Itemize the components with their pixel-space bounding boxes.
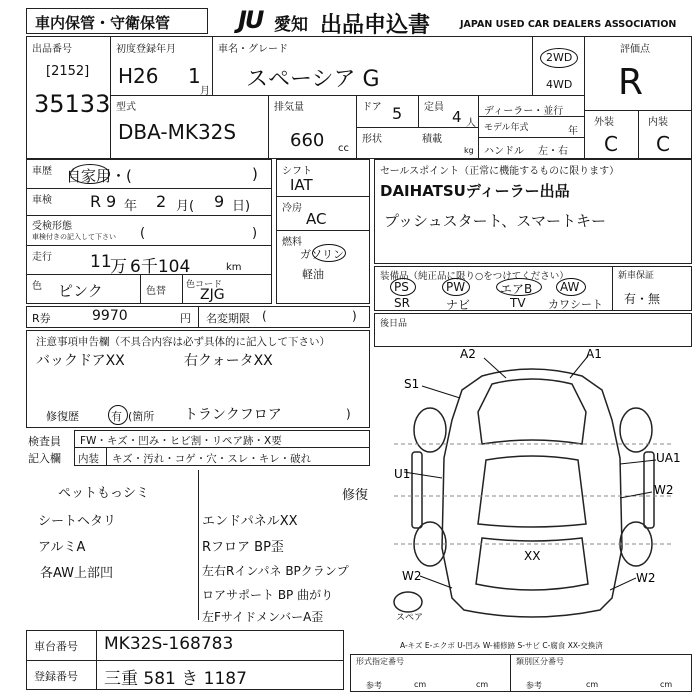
displacement-unit: cc <box>338 143 349 154</box>
repair-history-label: 修復歴 <box>46 410 79 423</box>
car-diagram <box>374 348 692 640</box>
first-reg-year: H26 <box>118 64 159 88</box>
displacement-label: 排気量 <box>274 102 304 113</box>
name-change-paren: ( <box>262 309 267 323</box>
exterior-value: C <box>604 132 618 156</box>
equip-airbag: エアB <box>500 282 533 296</box>
inspection-month-unit: 月( <box>176 199 195 214</box>
after-items-block <box>374 313 692 347</box>
name-change-label: 名変期限 <box>206 312 250 325</box>
chassis-label: 車台番号 <box>34 640 78 653</box>
mileage-unit: km <box>226 262 242 273</box>
inspection-label: 車検 <box>32 195 52 206</box>
diagram-label-a2: A2 <box>460 348 476 361</box>
fuel-light: 軽油 <box>302 268 324 281</box>
usage-close: ) <box>252 165 258 183</box>
repair-loc-label: (箇所 <box>128 410 155 423</box>
lot-small: [2152] <box>46 64 90 79</box>
model-label: 型式 <box>116 102 136 113</box>
remark-left-1: シートヘタリ <box>38 514 117 529</box>
remark-left-3: 各AW上部凹 <box>40 566 114 581</box>
displacement-value: 660 <box>290 130 325 151</box>
diagram-label-ua1: UA1 <box>656 451 681 465</box>
fuel-label: 燃料 <box>282 237 302 248</box>
newcar-warranty-value: 有・無 <box>624 292 661 306</box>
notes-line1: バックドアXX <box>36 353 125 369</box>
notes-label: 注意事項申告欄（不具合内容は必ず具体的に記入して下さい） <box>36 336 330 348</box>
load-label: 積載 <box>422 134 442 145</box>
diagram-label-s1: S1 <box>404 377 420 391</box>
sales-point-line1: DAIHATSUディーラー出品 <box>380 182 570 200</box>
first-reg-month-unit: 月 <box>200 86 210 97</box>
class-label: 類別区分番号 <box>516 657 564 666</box>
equip-aw: AW <box>560 280 580 294</box>
inspection-day-unit: 日) <box>232 199 251 214</box>
diagram-label-w2-a: W2 <box>654 483 674 497</box>
load-unit: kg <box>464 146 474 155</box>
diagram-legend: A-キズ E-エクボ U-凹み W-補修跡 S-サビ C-腐食 XX-交換済 <box>400 641 603 650</box>
recycle-unit: 円 <box>180 312 191 325</box>
spec-label: 形式指定番号 <box>356 657 404 666</box>
plate-label: 登録番号 <box>34 670 78 683</box>
usage-label: 車歴 <box>32 166 52 177</box>
chassis-value: MK32S-168783 <box>104 634 234 654</box>
handle-label: ハンドル <box>484 146 524 157</box>
equip-navi: ナビ <box>446 298 471 312</box>
mileage-label: 走行 <box>32 252 52 263</box>
inspector-label1: 検査員 <box>28 435 61 448</box>
handle-value: 左・右 <box>538 146 568 157</box>
inspection-era: R <box>90 192 102 211</box>
color-label: 色 <box>32 281 42 292</box>
exterior-label: 外装 <box>594 117 614 128</box>
cm-1: cm <box>414 680 427 689</box>
color-code-label: 色コード <box>186 280 223 290</box>
first-reg-label: 初度登録年月 <box>116 44 176 55</box>
notes-line1b: 右クォータXX <box>184 353 273 369</box>
door-label: ドア <box>362 102 382 113</box>
after-items-label: 後日品 <box>380 319 408 329</box>
logo-text: JU <box>238 6 263 34</box>
remark-right-4: 左FサイドメンバーA歪 <box>202 610 324 624</box>
diagram-label-u1: U1 <box>394 467 411 481</box>
remark-right-1: Rフロア BP歪 <box>202 540 284 555</box>
mileage-value: 6千104 <box>130 257 191 277</box>
model-value: DBA-MK32S <box>118 120 237 144</box>
inspection-year-unit: 年 <box>124 199 138 214</box>
usage-value: 自家用・( <box>66 167 132 185</box>
remark-left-0: ペットもっシミ <box>58 486 150 501</box>
remark-right-2: 左右Rインパネ BPクランプ <box>202 564 349 578</box>
diagram-label-w2-c: W2 <box>636 571 656 585</box>
drive-4wd: 4WD <box>546 78 573 91</box>
equip-sr: SR <box>394 296 410 310</box>
equip-tv: TV <box>510 296 526 310</box>
shift-label: シフト <box>282 166 312 177</box>
first-reg-month: 1 <box>188 64 201 88</box>
cm-2: cm <box>476 680 489 689</box>
inspection-day: 9 <box>214 192 225 211</box>
repair-loc-value: トランクフロア <box>184 407 282 423</box>
remark-right-0: エンドパネルXX <box>202 514 298 529</box>
cm-3: cm <box>586 680 599 689</box>
receive-paren: ( <box>140 226 146 241</box>
repair-history-value: 有 <box>111 410 122 423</box>
ac-value: AC <box>306 210 327 228</box>
color-code-value: ZJG <box>200 287 225 303</box>
spec-ref: 参考 <box>366 681 382 690</box>
association-name: JAPAN USED CAR DEALERS ASSOCIATION <box>460 19 677 30</box>
inspector-row2: キズ・汚れ・コゲ・穴・スレ・キレ・破れ <box>112 453 312 465</box>
receive-note: 車検付きの記入して下さい <box>32 233 116 241</box>
ju-logo <box>238 6 262 34</box>
sales-point-line2: プッシュスタート、スマートキー <box>384 212 607 230</box>
recycle-value: 9970 <box>92 308 128 324</box>
ac-label: 冷房 <box>282 203 302 214</box>
receive-label: 受検形態 <box>32 221 72 232</box>
dealer-label: ディーラー・並行 <box>484 106 564 117</box>
inspector-row2-label: 内装 <box>78 453 99 465</box>
equip-seat: カワシート <box>548 298 603 311</box>
receive-paren-close: ) <box>252 226 258 241</box>
model-year-unit: 年 <box>568 126 578 137</box>
capacity-unit: 人 <box>466 118 476 129</box>
form-title: 出品申込書 <box>320 13 431 38</box>
class-ref: 参考 <box>526 681 542 690</box>
name-change-close: ) <box>352 309 357 323</box>
remark-right-3: ロアサポート BP 曲がり <box>202 588 334 602</box>
shape-label: 形状 <box>362 134 382 145</box>
storage-tag-text: 車内保管・守衛保管 <box>35 14 171 32</box>
inspection-month: 2 <box>156 192 167 211</box>
grade-value: R <box>618 62 644 103</box>
color-value: ピンク <box>58 282 103 300</box>
diagram-label-spare: スペア <box>396 613 424 623</box>
newcar-warranty-label: 新車保証 <box>618 271 655 281</box>
inspector-label2: 記入欄 <box>28 452 61 465</box>
inspector-row1: FW・キズ・凹み・ヒビ割・リペア跡・X要 <box>80 435 282 447</box>
lot-label: 出品番号 <box>32 44 72 55</box>
sales-point-label: セールスポイント（正常に機能するものに限ります） <box>380 166 620 177</box>
equipment-label: 装備品（純正品に限り○をつけてください） <box>380 271 569 282</box>
diagram-label-xx: XX <box>524 549 541 563</box>
grade-label: 評価点 <box>620 44 650 55</box>
plate-value: 三重 581 き 1187 <box>104 669 247 689</box>
remark-topright: 修復 <box>342 488 369 503</box>
model-year-label: モデル年式 <box>484 123 529 133</box>
capacity-label: 定員 <box>424 102 444 113</box>
fuel-gas: ガソリン <box>300 248 344 261</box>
door-value: 5 <box>392 104 403 123</box>
org-name: 愛知 <box>274 15 308 35</box>
inspection-year: 9 <box>106 192 117 211</box>
capacity-value: 4 <box>452 108 462 126</box>
cm-4: cm <box>660 680 673 689</box>
shift-value: IAT <box>290 176 313 194</box>
interior-value: C <box>656 132 670 156</box>
equip-pw: PW <box>446 280 466 294</box>
recycle-label: R券 <box>32 312 51 325</box>
car-name-value: スペーシア G <box>246 67 380 92</box>
diagram-label-a1: A1 <box>586 348 602 361</box>
remark-left-2: アルミA <box>38 540 86 555</box>
storage-tag <box>26 8 208 34</box>
equip-ps: PS <box>394 280 409 294</box>
interior-label: 内装 <box>648 117 668 128</box>
mileage-man-unit: 万 <box>110 257 127 277</box>
mileage-man: 11 <box>90 252 112 272</box>
lot-number: 35133 <box>34 90 111 118</box>
car-name-label: 車名・グレード <box>218 44 288 55</box>
drive-2wd: 2WD <box>546 51 573 64</box>
diagram-label-w2-b: W2 <box>402 569 422 583</box>
repair-loc-close: ) <box>346 407 351 421</box>
color-swap-label: 色替 <box>146 286 166 297</box>
